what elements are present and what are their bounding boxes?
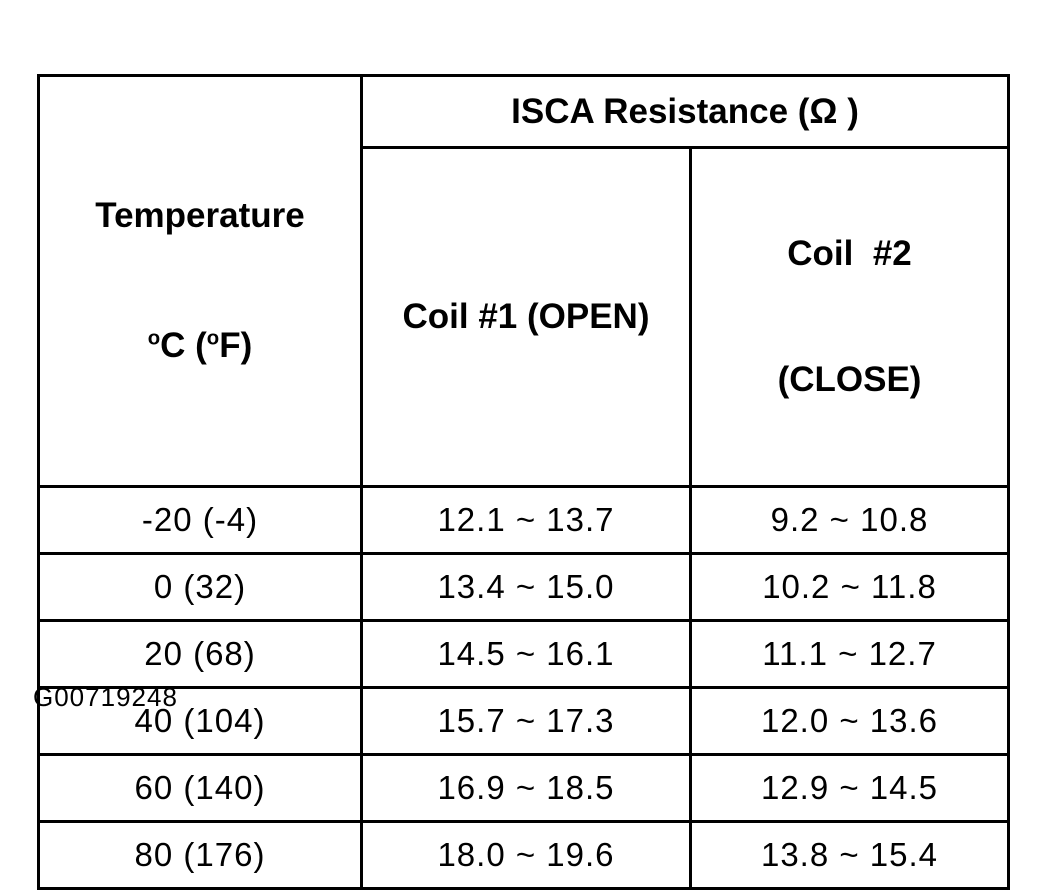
temperature-column-header — [39, 76, 362, 487]
table-row — [39, 688, 1009, 755]
celsius-label: C ( — [160, 326, 207, 365]
coil2-resistance-cell: 10.2 ~ 11.8 — [691, 554, 1009, 621]
coil1-resistance-cell: 16.9 ~ 18.5 — [362, 755, 691, 822]
coil2-header-line2: (CLOSE) — [777, 360, 922, 399]
temperature-cell: 60 (140) — [39, 755, 362, 822]
table-row — [39, 822, 1009, 889]
coil1-resistance-cell: 14.5 ~ 16.1 — [362, 621, 691, 688]
temperature-cell: 40 (104) — [39, 688, 362, 755]
coil1-resistance-cell: 12.1 ~ 13.7 — [362, 487, 691, 554]
coil1-resistance-cell: 13.4 ~ 15.0 — [362, 554, 691, 621]
temperature-cell: 20 (68) — [39, 621, 362, 688]
coil1-resistance-cell: 18.0 ~ 19.6 — [362, 822, 691, 889]
coil2-resistance-cell: 11.1 ~ 12.7 — [691, 621, 1009, 688]
temperature-cell: 0 (32) — [39, 554, 362, 621]
table-row — [39, 755, 1009, 822]
temperature-header-line1: Temperature — [95, 196, 305, 235]
table-row — [39, 621, 1009, 688]
coil2-resistance-cell: 12.9 ~ 14.5 — [691, 755, 1009, 822]
isca-resistance-table — [37, 74, 1010, 890]
fahrenheit-label: F) — [219, 326, 253, 365]
isca-resistance-group-header: ISCA Resistance (Ω ) — [362, 76, 1009, 148]
coil1-resistance-cell: 15.7 ~ 17.3 — [362, 688, 691, 755]
degree-superscript: o — [147, 327, 161, 350]
coil2-header-line1: Coil #2 — [787, 234, 912, 273]
degree-superscript: o — [206, 327, 220, 350]
coil2-resistance-cell: 13.8 ~ 15.4 — [691, 822, 1009, 889]
coil2-resistance-cell: 12.0 ~ 13.6 — [691, 688, 1009, 755]
coil2-column-header — [691, 148, 1009, 487]
table-body — [39, 487, 1009, 889]
temperature-cell: -20 (-4) — [39, 487, 362, 554]
table-row — [39, 554, 1009, 621]
table-row — [39, 487, 1009, 554]
coil2-resistance-cell: 9.2 ~ 10.8 — [691, 487, 1009, 554]
coil1-column-header: Coil #1 (OPEN) — [362, 148, 691, 487]
temperature-header-units — [40, 325, 360, 367]
figure-id: G00719248 — [33, 682, 178, 712]
temperature-cell: 80 (176) — [39, 822, 362, 889]
